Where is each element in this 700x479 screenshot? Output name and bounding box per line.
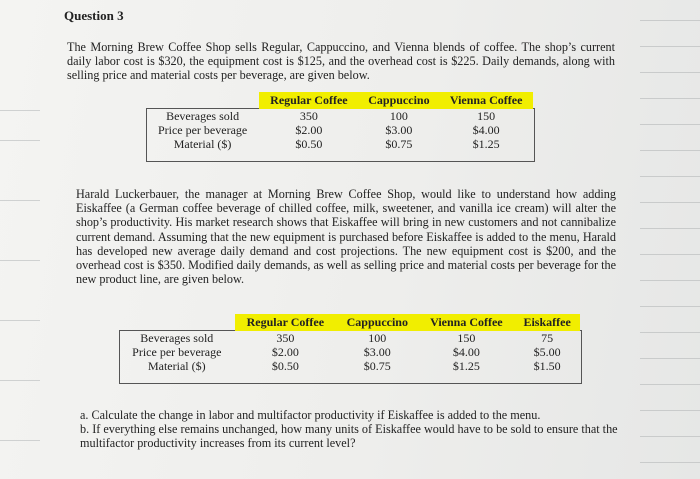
column-header: Cappuccino [336,314,418,331]
table-row [146,109,533,123]
table-cell: $1.25 [452,359,480,373]
ruled-line [640,20,700,21]
ruled-line [0,380,40,381]
questions-block [80,408,620,451]
table-cell: $2.00 [295,123,323,137]
ruled-line [0,320,40,321]
ruled-line [0,260,40,261]
table-row [119,359,580,373]
row-label: Price per beverage [132,345,222,359]
ruled-line [640,254,700,255]
ruled-line [640,384,700,385]
ruled-line [640,306,700,307]
table-cell: $3.00 [363,345,391,359]
column-header: Cappuccino [359,92,440,109]
table-cell: $5.00 [533,345,561,359]
ruled-line [0,200,40,201]
table-cell: $0.75 [363,359,391,373]
ruled-line [0,440,40,441]
table-cell: $0.50 [295,137,323,151]
ruled-line [640,202,700,203]
table-cell: $1.50 [533,359,561,373]
ruled-line [640,280,700,281]
ruled-line [640,150,700,151]
table-cell: 100 [368,331,387,345]
intro-paragraph: The Morning Brew Coffee Shop sells Regular, Cappuccino, and Vienna blends of coffee. The shop’s current daily labor cost is $320, the equipment cost is $125, and the overhead cost is $225. Daily demands, along with selling price and material costs per beverage, are given below. [67,40,615,83]
column-header: Regular Coffee [259,92,358,109]
table-cell: $4.00 [452,345,480,359]
question-b: b. If everything else remains unchanged, how many units of Eiskaffee would have to be sold to ensure that the multifactor productivity increases from its current level? [80,422,618,451]
row-label: Beverages sold [166,109,240,123]
table-cell: $2.00 [271,345,299,359]
table-cell: $4.00 [472,123,500,137]
ruled-line [640,46,700,47]
table-cell: $3.00 [385,123,413,137]
row-label: Material ($) [173,137,232,151]
table-cell: $1.25 [472,137,500,151]
row-label: Price per beverage [157,123,248,137]
question-a: a. Calculate the change in labor and multifactor productivity if Eiskaffee is added to the menu. [80,408,541,422]
corner-cell [119,314,235,331]
ruled-line [640,176,700,177]
column-header: Vienna Coffee [419,314,515,331]
table-cell: 150 [477,109,496,123]
table-cell: 100 [389,109,408,123]
ruled-line [640,358,700,359]
column-header: Eiskaffee [514,314,580,331]
table-header-row [119,314,580,331]
ruled-line [640,124,700,125]
corner-cell [146,92,259,109]
table-cell: $0.75 [385,137,413,151]
ruled-line [640,98,700,99]
table-row [119,345,580,359]
ruled-line [0,140,40,141]
column-header: Vienna Coffee [439,92,533,109]
scenario-paragraph: Harald Luckerbauer, the manager at Morning Brew Coffee Shop, would like to understand how adding Eiskaffee (a German coffee beverage of chilled coffee, milk, sweetener, and vanilla ice cream) will alter the shop’s productivity. His market research shows that Eiskaffee will bring in new customers and not cannibalize current demand. Assuming that the new equipment is purchased before Eiskaffee is added to the menu, Harald has developed new average daily demand and cost projections. The new equipment cost is $200, and the overhead cost is $350. Modified daily demands, as well as selling price and material costs per beverage for the new product line, are given below. [76,187,616,287]
table-row [146,137,533,151]
row-label: Material ($) [147,359,206,373]
table-row [119,331,580,345]
table-cell: 150 [457,331,476,345]
ruled-line [640,436,700,437]
ruled-line [0,110,40,111]
current-demand-table [146,92,533,151]
column-header: Regular Coffee [235,314,337,331]
table-header-row [146,92,533,109]
table-cell: 350 [276,331,295,345]
ruled-line [640,462,700,463]
table-cell: 350 [299,109,318,123]
table-cell: $0.50 [271,359,299,373]
table-cell: 75 [541,331,554,345]
table-row [146,123,533,137]
ruled-line [640,72,700,73]
new-demand-table [119,314,580,373]
ruled-line [640,228,700,229]
row-label: Beverages sold [140,331,214,345]
question-title: Question 3 [64,8,124,23]
ruled-line [640,410,700,411]
ruled-line [640,332,700,333]
